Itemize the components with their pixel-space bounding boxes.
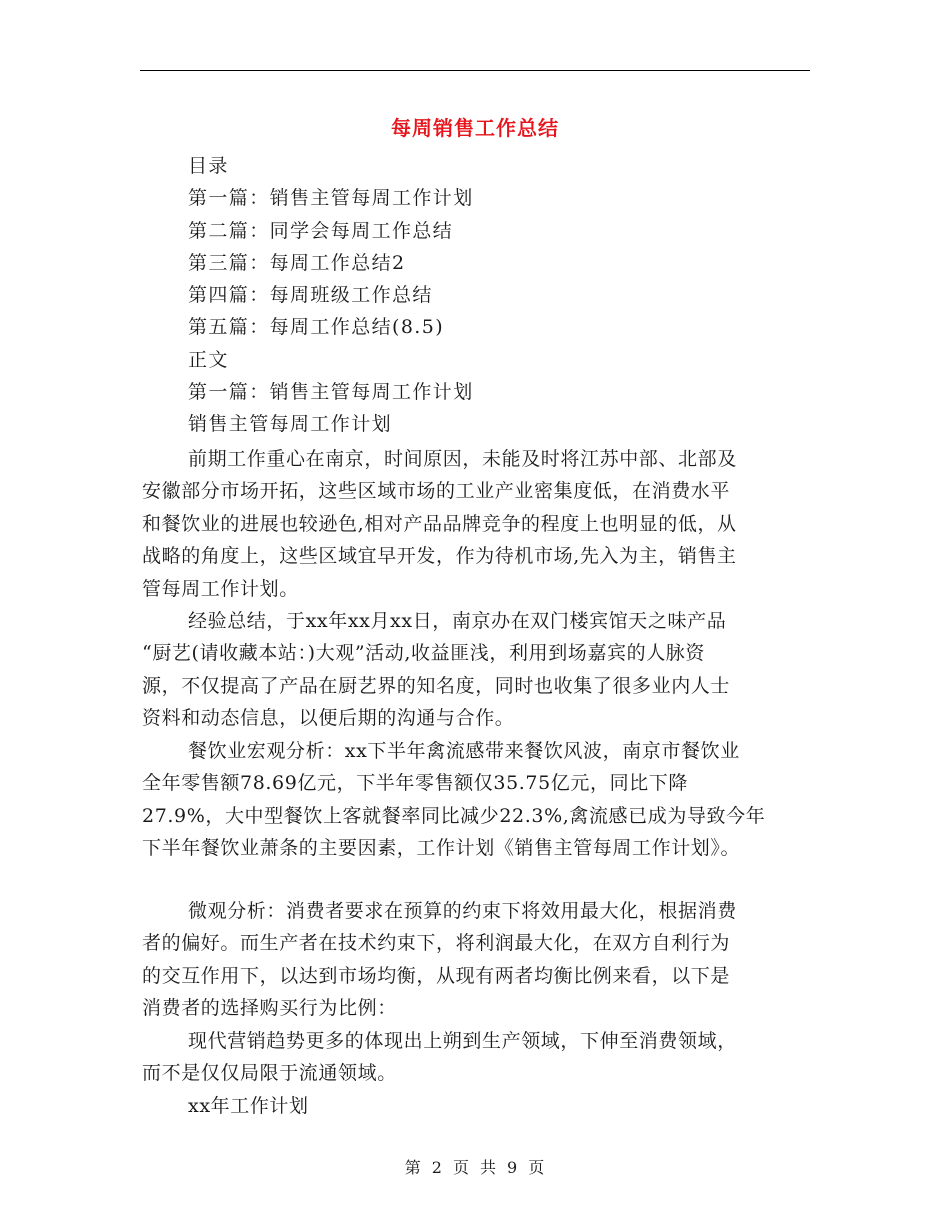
footer-middle: 页 xyxy=(452,1158,470,1177)
section-subtitle: 销售主管每周工作计划 xyxy=(188,413,393,436)
document-title: 每周销售工作总结 xyxy=(391,116,559,140)
page-footer xyxy=(0,1155,950,1178)
toc-heading: 目录 xyxy=(188,155,229,177)
paragraph-line: 下半年餐饮业萧条的主要因素，工作计划《销售主管每周工作计划》。 xyxy=(142,837,741,860)
footer-total-prefix: 共 xyxy=(480,1158,498,1177)
header-rule xyxy=(140,70,810,71)
toc-item-3: 第三篇：每周工作总结2 xyxy=(188,251,406,274)
toc-item-1: 第一篇：销售主管每周工作计划 xyxy=(188,187,474,210)
paragraph-line: “厨艺(请收藏本站：)大观”活动,收益匪浅，利用到场嘉宾的人脉资 xyxy=(142,642,705,665)
footer-prefix: 第 xyxy=(404,1158,422,1177)
paragraph-line: 经验总结，于xx年xx月xx日，南京办在双门楼宾馆天之味产品 xyxy=(188,610,727,632)
paragraph-line: 的交互作用下，以达到市场均衡，从现有两者均衡比例来看，以下是 xyxy=(142,964,731,987)
section-heading: 第一篇：销售主管每周工作计划 xyxy=(188,381,474,404)
paragraph-6 xyxy=(142,1090,810,1122)
toc-item-4: 第四篇：每周班级工作总结 xyxy=(188,284,433,307)
table-of-contents xyxy=(188,150,808,441)
toc-item-2: 第二篇：同学会每周工作总结 xyxy=(188,219,454,242)
paragraph-2 xyxy=(142,605,810,735)
paragraph-5 xyxy=(142,1025,810,1090)
paragraph-line: 微观分析：消费者要求在预算的约束下将效用最大化，根据消费 xyxy=(188,900,737,922)
paragraph-line: 管每周工作计划。 xyxy=(142,577,299,600)
paragraph-line: 消费者的选择购买行为比例： xyxy=(142,997,397,1020)
paragraph-line: xx年工作计划 xyxy=(188,1095,309,1117)
paragraph-line: 安徽部分市场开拓，这些区域市场的工业产业密集度低，在消费水平 xyxy=(142,480,731,503)
paragraph-line: 资料和动态信息，以便后期的沟通与合作。 xyxy=(142,707,515,730)
paragraph-line: 餐饮业宏观分析：xx下半年禽流感带来餐饮风波，南京市餐饮业 xyxy=(188,740,740,762)
paragraph-4 xyxy=(142,895,810,1025)
page-number: 2 xyxy=(431,1158,443,1177)
paragraph-line: 现代营销趋势更多的体现出上朔到生产领域，下伸至消费领域， xyxy=(188,1030,737,1052)
toc-item-5: 第五篇：每周工作总结(8.5) xyxy=(188,316,445,339)
paragraph-line: 源，不仅提高了产品在厨艺界的知名度，同时也收集了很多业内人士 xyxy=(142,674,731,697)
body-heading: 正文 xyxy=(188,348,229,371)
paragraph-line: 全年零售额78.69亿元，下半年零售额仅35.75亿元，同比下降 xyxy=(142,772,688,795)
paragraph-line: 前期工作重心在南京，时间原因，未能及时将江苏中部、北部及 xyxy=(188,448,737,470)
paragraph-1 xyxy=(142,443,810,605)
page-total: 9 xyxy=(507,1158,519,1177)
paragraph-line: 和餐饮业的进展也较逊色,相对产品品牌竞争的程度上也明显的低，从 xyxy=(142,512,737,535)
paragraph-line: 者的偏好。而生产者在技术约束下，将利润最大化，在双方自利行为 xyxy=(142,932,731,955)
paragraph-line: 而不是仅仅局限于流通领域。 xyxy=(142,1062,397,1085)
footer-suffix: 页 xyxy=(528,1158,546,1177)
paragraph-line: 战略的角度上，这些区域宜早开发，作为待机市场,先入为主，销售主 xyxy=(142,545,737,568)
paragraph-line: 27.9%，大中型餐饮上客就餐率同比减少22.3%,禽流感已成为导致今年 xyxy=(142,804,766,827)
paragraph-3 xyxy=(142,735,810,865)
